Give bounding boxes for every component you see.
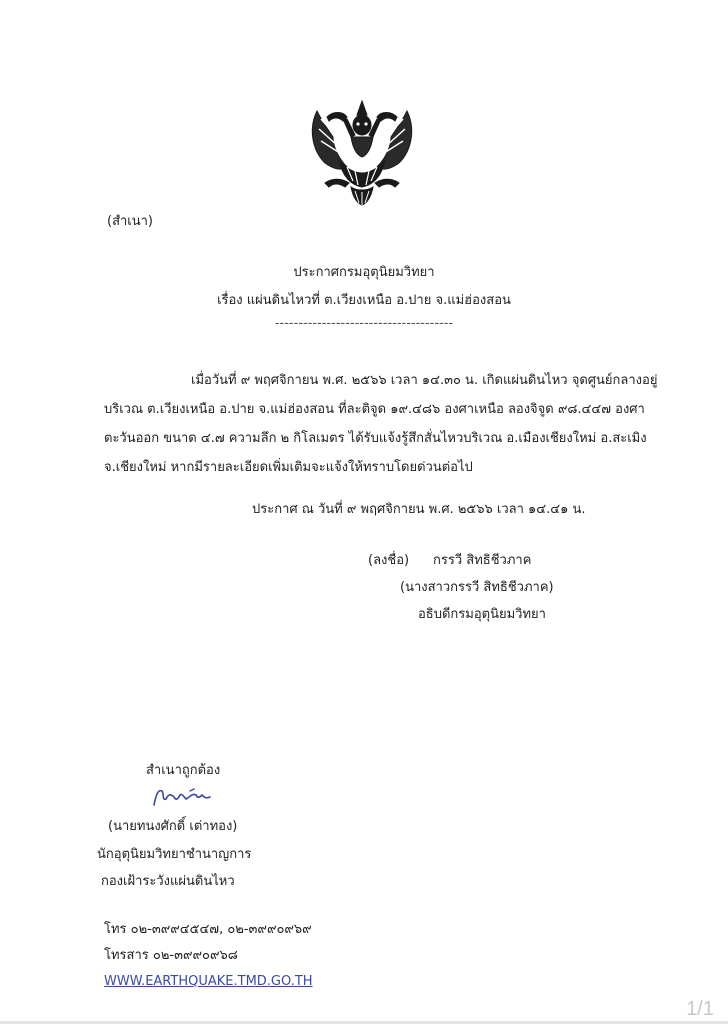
- phone-numbers: โทร ๐๒-๓๙๙๔๕๔๗, ๐๒-๓๙๙๐๙๖๙: [104, 922, 312, 937]
- signatory-full-name: (นางสาวกรรวี สิทธิชีวภาค): [400, 580, 554, 595]
- heading-separator: --------------------------------------: [274, 316, 454, 331]
- signed-name: กรรวี สิทธิชีวภาค: [433, 553, 532, 568]
- website-link[interactable]: WWW.EARTHQUAKE.TMD.GO.TH: [104, 974, 313, 989]
- body-line: เมื่อวันที่ ๙ พฤศจิกายน พ.ศ. ๒๕๖๖ เวลา ๑๔.๓๐ น. เกิดแผ่นดินไหว จุดศูนย์กลางอยู่: [191, 373, 658, 388]
- signed-label: (ลงชื่อ): [368, 553, 410, 568]
- certifier-name: (นายทนงศักดิ์ เต่าทอง): [108, 819, 238, 834]
- announcement-date: ประกาศ ณ วันที่ ๙ พฤศจิกายน พ.ศ. ๒๕๖๖ เวลา ๑๔.๔๑ น.: [252, 502, 586, 517]
- body-line: บริเวณ ต.เวียงเหนือ อ.ปาย จ.แม่ฮ่องสอน ที่ละติจูด ๑๙.๔๘๖ องศาเหนือ ลองจิจูด ๙๘.๔๔๗ องศา: [104, 402, 645, 417]
- certified-label: สำเนาถูกต้อง: [146, 763, 221, 778]
- document-subject: เรื่อง แผ่นดินไหวที่ ต.เวียงเหนือ อ.ปาย จ.แม่ฮ่องสอน: [217, 293, 511, 308]
- document-heading: ประกาศกรมอุตุนิยมวิทยา: [293, 265, 435, 280]
- body-line: ตะวันออก ขนาด ๔.๗ ความลึก ๒ กิโลเมตร ได้รับแจ้งรู้สึกสั่นไหวบริเวณ อ.เมืองเชียงใหม่ อ.สะเมิง: [104, 431, 647, 446]
- certifier-position: นักอุตุนิยมวิทยาชำนาญการ: [97, 847, 252, 862]
- page-indicator: 1/1: [686, 998, 714, 1020]
- body-line: จ.เชียงใหม่ หากมีรายละเอียดเพิ่มเติมจะแจ้งให้ทราบโดยด่วนต่อไป: [104, 460, 473, 475]
- certifier-division: กองเฝ้าระวังแผ่นดินไหว: [101, 874, 235, 889]
- copy-label: (สำเนา): [107, 214, 154, 229]
- garuda-emblem-icon: [303, 97, 421, 209]
- fax-number: โทรสาร ๐๒-๓๙๙๐๙๖๘: [104, 948, 238, 963]
- signatory-position: อธิบดีกรมอุตุนิยมวิทยา: [418, 607, 546, 622]
- handwritten-signature-icon: [150, 785, 220, 809]
